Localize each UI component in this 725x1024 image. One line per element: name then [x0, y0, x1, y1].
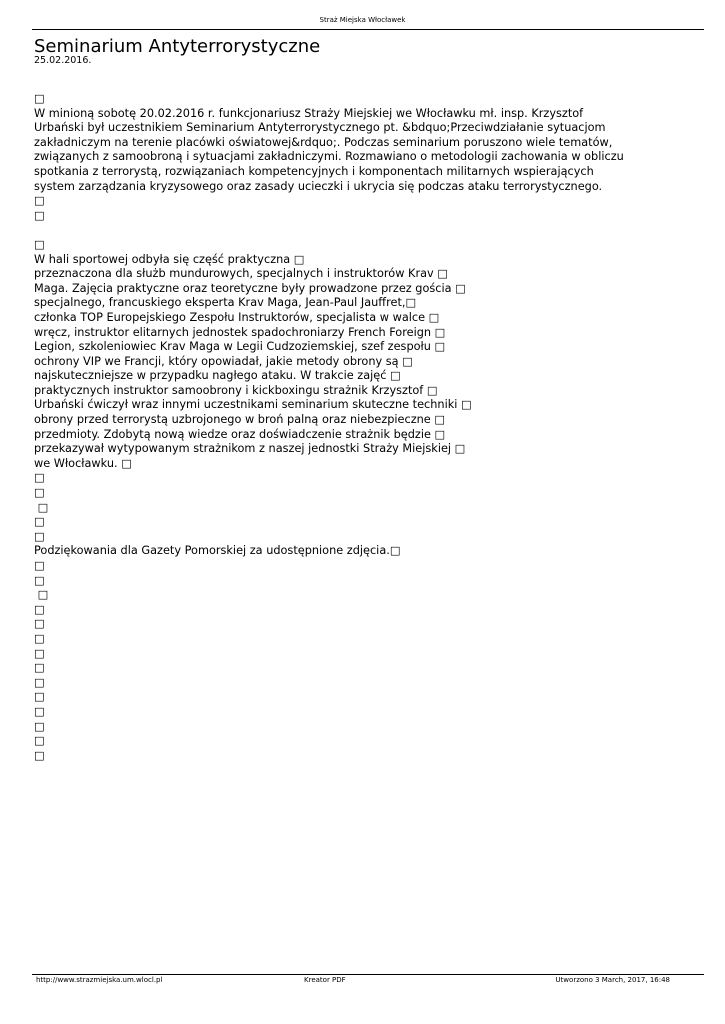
article-line: □ — [34, 237, 45, 251]
article-line: □ — [34, 588, 49, 602]
article-line — [34, 223, 704, 238]
footer-created-timestamp: Utworzono 3 March, 2017, 16:48 — [555, 976, 670, 984]
article-line: najskuteczniejsze w przypadku nagłego ataku. W trakcie zajęć □ — [34, 369, 401, 383]
footer-url: http://www.strazmiejska.um.wlocl.pl — [36, 976, 163, 984]
article-line: □ — [34, 92, 45, 105]
article-line: □ — [34, 602, 45, 616]
article-line: □ — [34, 631, 45, 645]
article-line: związanych z samoobroną i sytuacjami zakładniczymi. Rozmawiano o metodologii zachowania w obliczu — [34, 150, 624, 164]
article-line: praktycznych instruktor samoobrony i kickboxingu strażnik Krzysztof □ — [34, 383, 438, 397]
article-line: Maga. Zajęcia praktyczne oraz teoretyczne były prowadzone przez gościa □ — [34, 281, 466, 295]
article-line: □ — [34, 573, 45, 587]
article-line: ochrony VIP we Francji, który opowiadał, jakie metody obrony są □ — [34, 354, 413, 368]
article-line: □ — [34, 500, 49, 514]
article-line: □ — [34, 529, 45, 543]
article-line: we Włocławku. □ — [34, 456, 132, 470]
article-line: □ — [34, 515, 45, 529]
article-line: przekazywał wytypowanym strażnikom z naszej jednostki Straży Miejskiej □ — [34, 442, 466, 456]
article-line: zakładniczym na terenie placówki oświatowej&rdquo;. Podczas seminarium poruszono wiele tematów, — [34, 135, 613, 149]
article-line: □ — [34, 194, 45, 208]
article-title: Seminarium Antyterrorystyczne — [34, 36, 321, 57]
article-line: Podziękowania dla Gazety Pomorskiej za udostępnione zdjęcia.□ — [34, 544, 401, 558]
article-line: wręcz, instruktor elitarnych jednostek spadochroniarzy French Foreign □ — [34, 325, 446, 339]
article-line: □ — [34, 704, 45, 718]
article-line: □ — [34, 734, 45, 748]
article-line: obrony przed terrorystą uzbrojonego w broń palną oraz niebezpieczne □ — [34, 413, 446, 427]
article-line: □ — [34, 748, 45, 762]
article-line: □ — [34, 719, 45, 733]
article-line: przedmioty. Zdobytą nową wiedze oraz doświadczenie strażnik będzie □ — [34, 427, 446, 441]
article-line: □ — [34, 617, 45, 631]
header-divider — [32, 29, 704, 30]
article-line: □ — [34, 559, 45, 572]
article-line: system zarządzania kryzysowego oraz zasady ucieczki i ukrycia się podczas ataku terrorystycznego. — [34, 179, 603, 193]
article-line: □ — [34, 690, 45, 704]
article-line: W hali sportowej odbyła się część praktyczna □ — [34, 252, 305, 266]
article-line: □ — [34, 661, 45, 675]
footer-generator: Kreator PDF — [304, 976, 346, 984]
article-line: specjalnego, francuskiego eksperta Krav Maga, Jean-Paul Jauffret,□ — [34, 296, 417, 310]
page-header-site-name: Straż Miejska Włocławek — [319, 16, 406, 24]
article-line: Urbański był uczestnikiem Seminarium Antyterrorystycznego pt. &bdquo;Przeciwdziałanie sytuacjom — [34, 121, 606, 135]
article-line: □ — [34, 675, 45, 689]
article-line: członka TOP Europejskiego Zespołu Instruktorów, specjalista w walce □ — [34, 310, 440, 324]
article-line: Legion, szkoleniowiec Krav Maga w Legii Cudzoziemskiej, szef zespołu □ — [34, 340, 446, 354]
article-line: □ — [34, 646, 45, 660]
article-body — [34, 92, 704, 763]
article-line: □ — [34, 471, 45, 485]
article-line: □ — [34, 486, 45, 500]
article-date: 25.02.2016. — [34, 55, 92, 66]
article-line: spotkania z terrorystą, rozwiązaniach kompetencyjnych i komponentach militarnych wspierających — [34, 164, 594, 178]
footer-divider — [32, 974, 704, 975]
article-line: przeznaczona dla służb mundurowych, specjalnych i instruktorów Krav □ — [34, 267, 448, 281]
article-line: □ — [34, 208, 45, 222]
article-line: W minioną sobotę 20.02.2016 r. funkcjonariusz Straży Miejskiej we Włocławku mł. insp. Krzysztof — [34, 106, 584, 120]
article-line: Urbański ćwiczył wraz innymi uczestnikami seminarium skuteczne techniki □ — [34, 398, 472, 412]
